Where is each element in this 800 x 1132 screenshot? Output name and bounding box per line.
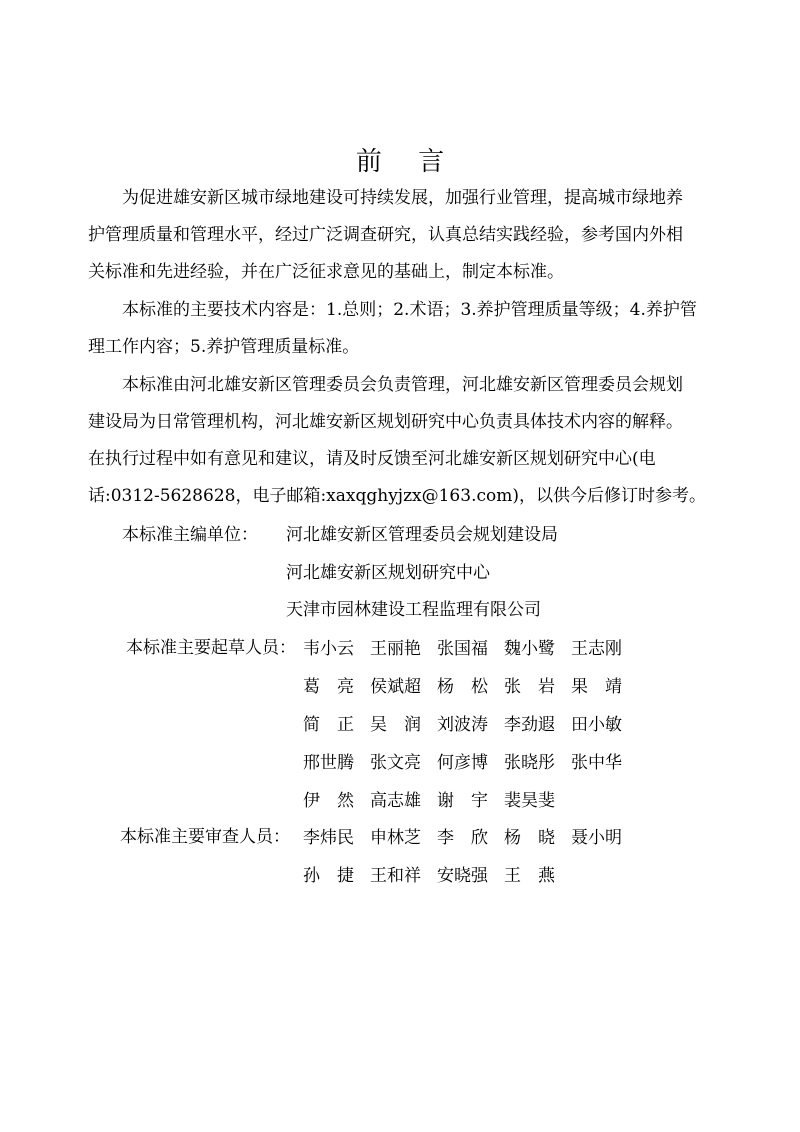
person-name: 张晓彤 [504,753,555,773]
person-name: 杨 晓 [504,828,555,848]
person-name: 张国福 [437,639,488,659]
person-name: 裴昊斐 [504,791,555,811]
text-line: 本标准由河北雄安新区管理委员会负责管理，河北雄安新区管理委员会规划 [122,375,683,395]
text-line: 关标准和先进经验，并在广泛征求意见的基础上，制定本标准。 [88,262,564,282]
text-line: 建设局为日常管理机构，河北雄安新区规划研究中心负责具体技术内容的解释。 [88,412,683,432]
person-name: 刘波涛 [437,715,488,735]
person-name: 张中华 [571,753,622,773]
person-name: 申林芝 [370,828,421,848]
person-name: 李炜民 [303,828,354,848]
person-name: 张 岩 [504,677,555,697]
person-name: 谢 宇 [437,791,488,811]
reviewers-list [303,819,638,895]
name-row [303,630,638,668]
person-name: 张文亮 [370,753,421,773]
chief-unit-item: 河北雄安新区管理委员会规划建设局 [286,525,558,545]
person-name: 孙 捷 [303,866,354,886]
person-name: 王 燕 [504,866,555,886]
person-name: 杨 松 [437,677,488,697]
paragraph-purpose [88,180,748,291]
text-line: 在执行过程中如有意见和建议，请及时反馈至河北雄安新区规划研究中心(电 [88,449,656,469]
person-name: 王丽艳 [370,639,421,659]
person-name: 王和祥 [370,866,421,886]
drafters-label: 本标准主要起草人员： [126,638,296,658]
person-name: 侯斌超 [370,677,421,697]
person-name: 邢世腾 [303,753,354,773]
person-name: 安晓强 [437,866,488,886]
person-name: 葛 亮 [303,677,354,697]
page-title: 前 言 [355,147,459,177]
name-row [303,706,638,744]
person-name: 高志雄 [370,791,421,811]
name-row [303,857,638,895]
text-line: 护管理质量和管理水平，经过广泛调查研究，认真总结实践经验，参考国内外相 [88,225,683,245]
person-name: 简 正 [303,715,354,735]
name-row [303,782,638,820]
person-name: 果 靖 [571,677,622,697]
person-name: 韦小云 [303,639,354,659]
person-name: 聂小明 [571,828,622,848]
person-name: 田小敏 [571,715,622,735]
chief-units-label: 本标准主编单位： [122,525,258,545]
chief-unit-item: 河北雄安新区规划研究中心 [286,563,490,583]
person-name: 伊 然 [303,791,354,811]
paragraph-management [88,367,748,515]
text-line: 理工作内容；5.养护管理质量标准。 [88,337,360,357]
paragraph-contents [88,292,748,366]
text-line: 本标准的主要技术内容是：1.总则；2.术语；3.养护管理质量等级；4.养护管 [122,300,697,320]
name-row [303,668,638,706]
person-name: 吴 润 [370,715,421,735]
reviewers-label: 本标准主要审查人员： [120,827,290,847]
person-name: 何彦博 [437,753,488,773]
chief-unit-item: 天津市园林建设工程监理有限公司 [286,600,541,620]
name-row [303,819,638,857]
person-name: 魏小鹭 [504,639,555,659]
person-name: 李 欣 [437,828,488,848]
text-line: 为促进雄安新区城市绿地建设可持续发展，加强行业管理，提高城市绿地养 [122,188,683,208]
person-name: 李劲遐 [504,715,555,735]
name-row [303,744,638,782]
drafters-list [303,630,638,820]
contact-line: 话:0312-5628628，电子邮箱:xaxqghyjzx@163.com)，以供今后修订时参考。 [88,486,706,506]
person-name: 王志刚 [571,639,622,659]
